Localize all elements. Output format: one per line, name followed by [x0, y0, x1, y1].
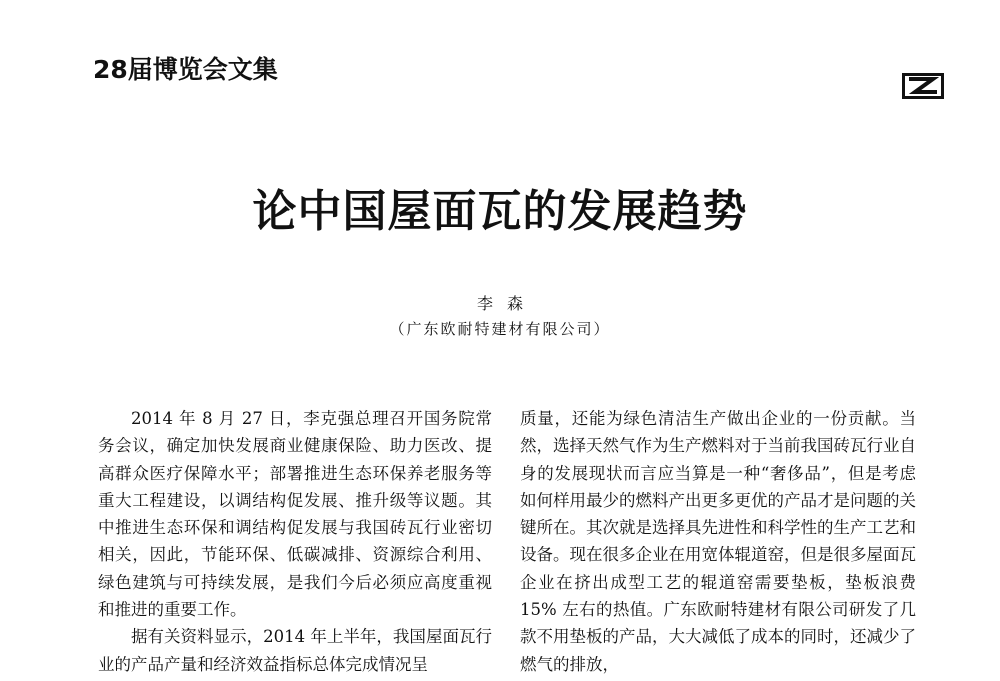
- author-name: 李森: [476, 294, 537, 313]
- publication-logo: [902, 73, 944, 99]
- paragraph: 据有关资料显示，2014 年上半年，我国屋面瓦行业的产品产量和经济效益指标总体完成情况呈: [98, 627, 492, 674]
- paragraph: 质量，还能为绿色清洁生产做出企业的一份贡献。当然，选择天然气作为生产燃料对于当前我国砖瓦行业自身的发展现状而言应当算是一种“奢侈品”，但是考虑如何样用最少的燃料产出更多更优的产品才是问题的关键所在。其次就是选择具先进性和科学性的生产工艺和设备。现在很多企业在用宽体辊道窑，但是很多屋面瓦企业在挤出成型工艺的辊道窑需要垫板，垫板浪费 15% 左右的热值。广东欧耐特建材有限公司研发了几款不用垫板的产品，大大减低了成本的同时，还减少了燃气的排放，: [520, 409, 916, 674]
- paragraph: 2014 年 8 月 27 日，李克强总理召开国务院常务会议，确定加快发展商业健康保险、助力医改、提高群众医疗保障水平；部署推进生态环保养老服务等重大工程建设，以调结构促发展、推升级等议题。其中推进生态环保和调结构促发展与我国砖瓦行业密切相关，因此，节能环保、低碳减排、资源综合利用、绿色建筑与可持续发展，是我们今后必须应高度重视和推进的重要工作。: [98, 409, 492, 620]
- right-column: [520, 405, 916, 678]
- collection-title: 28届博览会文集: [93, 55, 278, 84]
- left-column: [98, 405, 492, 678]
- author-affiliation: （广东欧耐特建材有限公司）: [389, 320, 611, 338]
- z-logo-icon: [905, 76, 941, 96]
- article-title: 论中国屋面瓦的发展趋势: [252, 186, 748, 237]
